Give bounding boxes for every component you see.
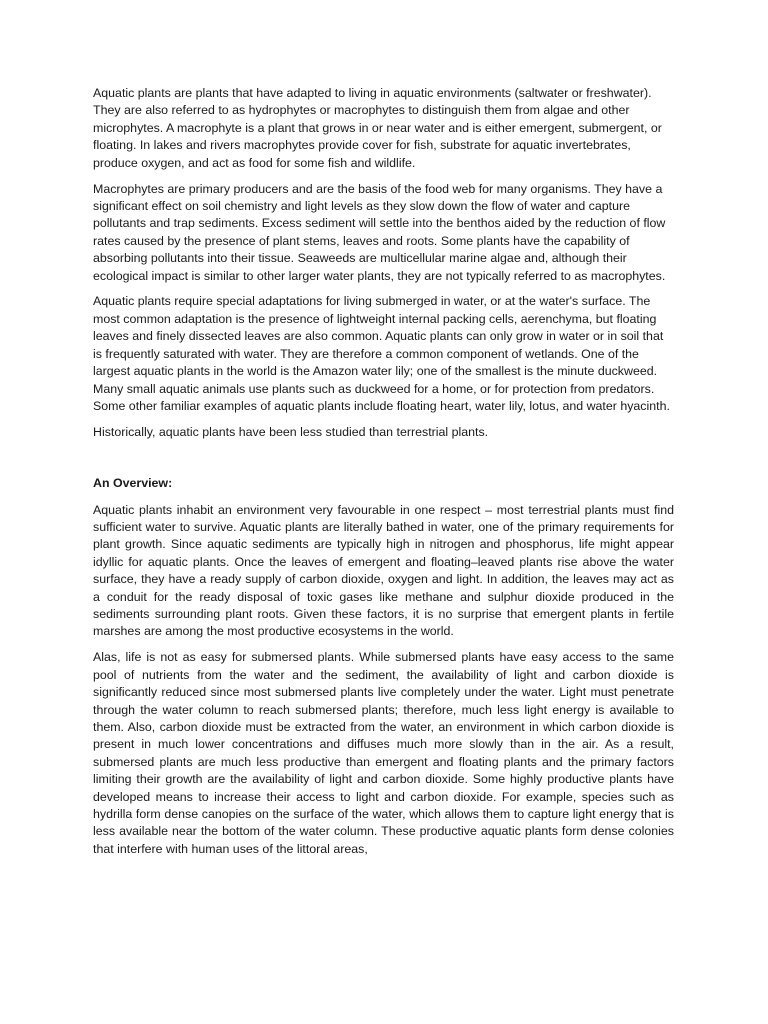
intro-paragraph-4: Historically, aquatic plants have been less studied than terrestrial plants.: [93, 424, 489, 439]
document-page: [93, 85, 674, 867]
overview-paragraph-2: Alas, life is not as easy for submersed plants. While submersed plants have easy access to the same pool of nutrients from the water and the sediment, the availability of light and carbon dioxide is significantly reduced since most submersed plants live completely under the water. Light must penetrate through the water column to reach submersed plants; therefore, much less light energy is available to them. Also, carbon dioxide must be extracted from the water, an environment in which carbon dioxide is present in much lower concentrations and diffuses much more slowly than in the air. As a result, submersed plants are much less productive than emergent and floating plants and the primary factors limiting their growth are the availability of light and carbon dioxide. Some highly productive plants have developed means to increase their access to light and carbon dioxide. For example, species such as hydrilla form dense canopies on the surface of the water, which allows them to capture light energy that is less available near the bottom of the water column. These productive aquatic plants form dense colonies that interfere with human uses of the littoral areas,: [93, 650, 674, 856]
intro-paragraph-2: Macrophytes are primary producers and are the basis of the food web for many organisms. They have a significant effect on soil chemistry and light levels as they slow down the flow of water and capture pollutants and trap sediments. Excess sediment will settle into the benthos aided by the reduction of flow rates caused by the presence of plant stems, leaves and roots. Some plants have the capability of absorbing pollutants into their tissue. Seaweeds are multicellular marine algae and, although their ecological impact is similar to other larger water plants, they are not typically referred to as macrophytes.: [93, 181, 666, 283]
section-heading-overview: An Overview:: [93, 476, 173, 491]
intro-paragraph-1: Aquatic plants are plants that have adapted to living in aquatic environments (saltwater or freshwater). They are also referred to as hydrophytes or macrophytes to distinguish them from algae and other microphytes. A macrophyte is a plant that grows in or near water and is either emergent, submergent, or floating. In lakes and rivers macrophytes provide cover for fish, substrate for aquatic invertebrates, produce oxygen, and act as food for some fish and wildlife.: [93, 86, 662, 170]
intro-paragraph-3: Aquatic plants require special adaptations for living submerged in water, or at the water's surface. The most common adaptation is the presence of lightweight internal packing cells, aerenchyma, but floating leaves and finely dissected leaves are also common. Aquatic plants can only grow in water or in soil that is frequently saturated with water. They are therefore a common component of wetlands. One of the largest aquatic plants in the world is the Amazon water lily; one of the smallest is the minute duckweed. Many small aquatic animals use plants such as duckweed for a home, or for protection from predators. Some other familiar examples of aquatic plants include floating heart, water lily, lotus, and water hyacinth.: [93, 294, 670, 413]
overview-paragraph-1: Aquatic plants inhabit an environment very favourable in one respect – most terrestrial plants must find sufficient water to survive. Aquatic plants are literally bathed in water, one of the primary requirements for plant growth. Since aquatic sediments are typically high in nitrogen and phosphorus, life might appear idyllic for aquatic plants. Once the leaves of emergent and floating–leaved plants rise above the water surface, they have a ready supply of carbon dioxide, oxygen and light. In addition, the leaves may act as a conduit for the ready disposal of toxic gases like methane and sulphur dioxide produced in the sediments surrounding plant roots. Given these factors, it is no surprise that emergent plants in fertile marshes are among the most productive ecosystems in the world.: [93, 502, 674, 639]
